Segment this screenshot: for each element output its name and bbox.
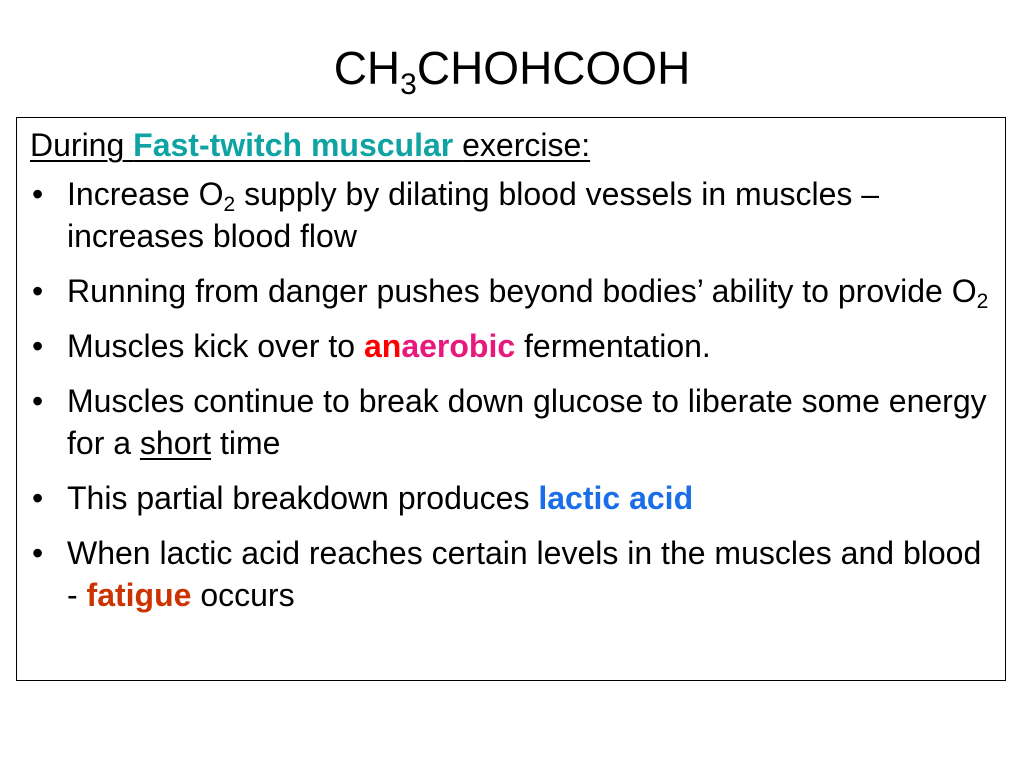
bullet-6-fatigue: fatigue — [86, 577, 192, 613]
bullet-4-before: Muscles continue to break down glucose to liberate some energy for a — [67, 383, 987, 461]
intro-highlight: Fast-twitch muscular — [133, 127, 463, 163]
intro-after: exercise: — [462, 127, 591, 163]
bullet-marker: • — [32, 383, 44, 419]
bullet-item-2 — [30, 270, 990, 312]
bullet-4-after: time — [211, 425, 281, 461]
title-prefix: CH — [333, 42, 401, 94]
bullet-4-short: short — [139, 425, 212, 461]
slide-title — [0, 38, 1024, 101]
bullet-marker: • — [32, 273, 44, 309]
bullet-item-4 — [30, 380, 990, 464]
bullet-2-subscript: 2 — [976, 290, 989, 313]
bullet-3-an: an — [363, 328, 402, 364]
bullet-1-subscript: 2 — [223, 193, 236, 216]
slide-content — [30, 124, 990, 629]
bullet-3-after: fermentation. — [515, 328, 711, 364]
bullet-1-part1: Increase O — [67, 176, 224, 212]
bullet-list — [30, 173, 990, 616]
bullet-6-before: When lactic acid reaches certain levels in the muscles and blood - — [67, 535, 982, 613]
intro-before: During — [30, 127, 134, 163]
bullet-5-lactic-acid: lactic acid — [538, 480, 694, 516]
title-suffix: CHOHCOOH — [416, 42, 691, 94]
bullet-item-6 — [30, 532, 990, 616]
bullet-2-part1: Running from danger pushes beyond bodies’ ability to provide O — [67, 273, 977, 309]
bullet-5-before: This partial breakdown produces — [67, 480, 539, 516]
bullet-marker: • — [32, 176, 44, 212]
bullet-1-part2: supply by dilating blood vessels in muscles – increases blood flow — [67, 176, 880, 254]
bullet-item-3 — [30, 325, 990, 367]
bullet-3-aerobic: aerobic — [401, 328, 516, 364]
bullet-marker: • — [32, 328, 44, 364]
bullet-3-before: Muscles kick over to — [67, 328, 364, 364]
bullet-marker: • — [32, 535, 44, 571]
bullet-item-1 — [30, 173, 990, 257]
bullet-marker: • — [32, 480, 44, 516]
bullet-6-after: occurs — [191, 577, 295, 613]
bullet-item-5 — [30, 477, 990, 519]
title-subscript: 3 — [400, 68, 417, 101]
intro-line — [30, 124, 990, 166]
